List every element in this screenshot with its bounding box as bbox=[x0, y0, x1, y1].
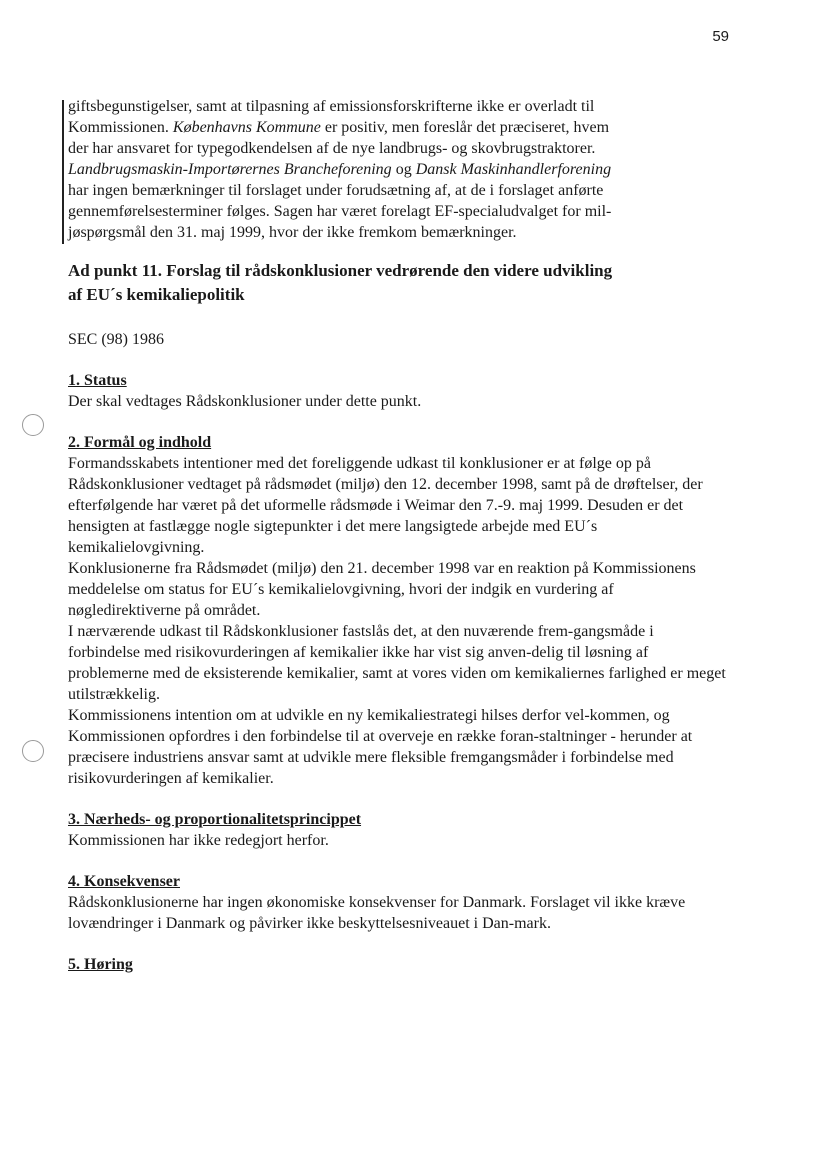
section-status bbox=[68, 370, 728, 412]
organisation-name: Dansk Maskinhandlerforening bbox=[415, 161, 612, 178]
section-text: Rådskonklusionerne har ingen økonomiske konsekvenser for Danmark. Forslaget vil ikke kræve lovændringer i Danmark og påvirker ikke beskyttelsesniveauet i Dan-mark. bbox=[68, 894, 686, 932]
section-title: 4. Konsekvenser bbox=[68, 873, 180, 890]
section-hoering bbox=[68, 954, 728, 975]
section-text: Der skal vedtages Rådskonklusioner under dette punkt. bbox=[68, 393, 422, 410]
margin-change-bar bbox=[62, 100, 64, 244]
intro-paragraph bbox=[68, 96, 728, 243]
section-title: 1. Status bbox=[68, 372, 127, 389]
section-title: 2. Formål og indhold bbox=[68, 434, 212, 451]
page-number: 59 bbox=[712, 28, 729, 45]
section-paragraph: I nærværende udkast til Rådskonklusioner fastslås det, at den nuværende frem-gangsmåde i forbindelse med risikovurderingen af kemikalier ikke har vist sig anven-delig til løsning af problemerne med de eksisterende kemikalier, samt at vores viden om kemikaliernes farlighed er meget utilstrækkelig. bbox=[68, 623, 726, 703]
section-paragraph: Konklusionerne fra Rådsmødet (miljø) den 21. december 1998 var en reaktion på Kommissionens meddelelse om status for EU´s kemikalielovgivning, hvori der indgik en vurdering af nøgledirektiverne på området. bbox=[68, 560, 696, 619]
intro-line: giftsbegunstigelser, samt at tilpasning af emissionsforskrifterne ikke er overladt til bbox=[68, 98, 595, 115]
intro-line: gennemførelsesterminer følges. Sagen har været forelagt EF-specialudvalget for mil- bbox=[68, 203, 612, 220]
punch-hole-icon bbox=[22, 740, 44, 762]
punch-hole-icon bbox=[22, 414, 44, 436]
organisation-name: Landbrugsmaskin-Importørernes Brancheforening bbox=[68, 161, 392, 178]
text-run: og bbox=[391, 161, 416, 178]
intro-line bbox=[68, 159, 728, 180]
agenda-item-heading bbox=[68, 259, 728, 307]
organisation-name: Københavns Kommune bbox=[172, 119, 321, 136]
section-title: 3. Nærheds- og proportionalitetsprincippet bbox=[68, 811, 362, 828]
section-title: 5. Høring bbox=[68, 956, 133, 973]
section-text: Kommissionen har ikke redegjort herfor. bbox=[68, 832, 329, 849]
text-run: er positiv, men foreslår det præciseret, hvem bbox=[320, 119, 610, 136]
intro-line: har ingen bemærkninger til forslaget under forudsætning af, at de i forslaget anførte bbox=[68, 182, 604, 199]
text-run: Kommissionen. bbox=[68, 119, 173, 136]
section-konsekvenser bbox=[68, 871, 728, 934]
heading-line: Ad punkt 11. Forslag til rådskonklusioner vedrørende den videre udvikling bbox=[68, 261, 613, 280]
document-body bbox=[68, 92, 728, 975]
intro-line bbox=[68, 117, 728, 138]
intro-line: der har ansvaret for typegodkendelsen af de nye landbrugs- og skovbrugstraktorer. bbox=[68, 140, 596, 157]
section-formaal bbox=[68, 432, 728, 789]
section-paragraph: Formandsskabets intentioner med det foreliggende udkast til konklusioner er at følge op på Rådskonklusioner vedtaget på rådsmødet (miljø) den 12. december 1998, samt på de drøftelser, der efterfølgende har været på det uformelle rådsmøde i Weimar den 7.-9. maj 1999. Desuden er det hensigten at fastlægge nogle sigtepunkter i det mere langsigtede arbejde med EU´s kemikalielovgivning. bbox=[68, 455, 703, 556]
heading-line: af EU´s kemikaliepolitik bbox=[68, 285, 245, 304]
intro-line: jøspørgsmål den 31. maj 1999, hvor der ikke fremkom bemærkninger. bbox=[68, 224, 517, 241]
section-paragraph: Kommissionens intention om at udvikle en ny kemikaliestrategi hilses derfor vel-kommen, og Kommissionen opfordres i den forbindelse til at overveje en række foran-staltninger - herunder at præcisere industriens ansvar samt at udvikle mere fleksible fremgangsmåder i forbindelse med risikovurderingen af kemikalier. bbox=[68, 707, 693, 787]
document-reference: SEC (98) 1986 bbox=[68, 331, 164, 348]
section-naerhed bbox=[68, 809, 728, 851]
